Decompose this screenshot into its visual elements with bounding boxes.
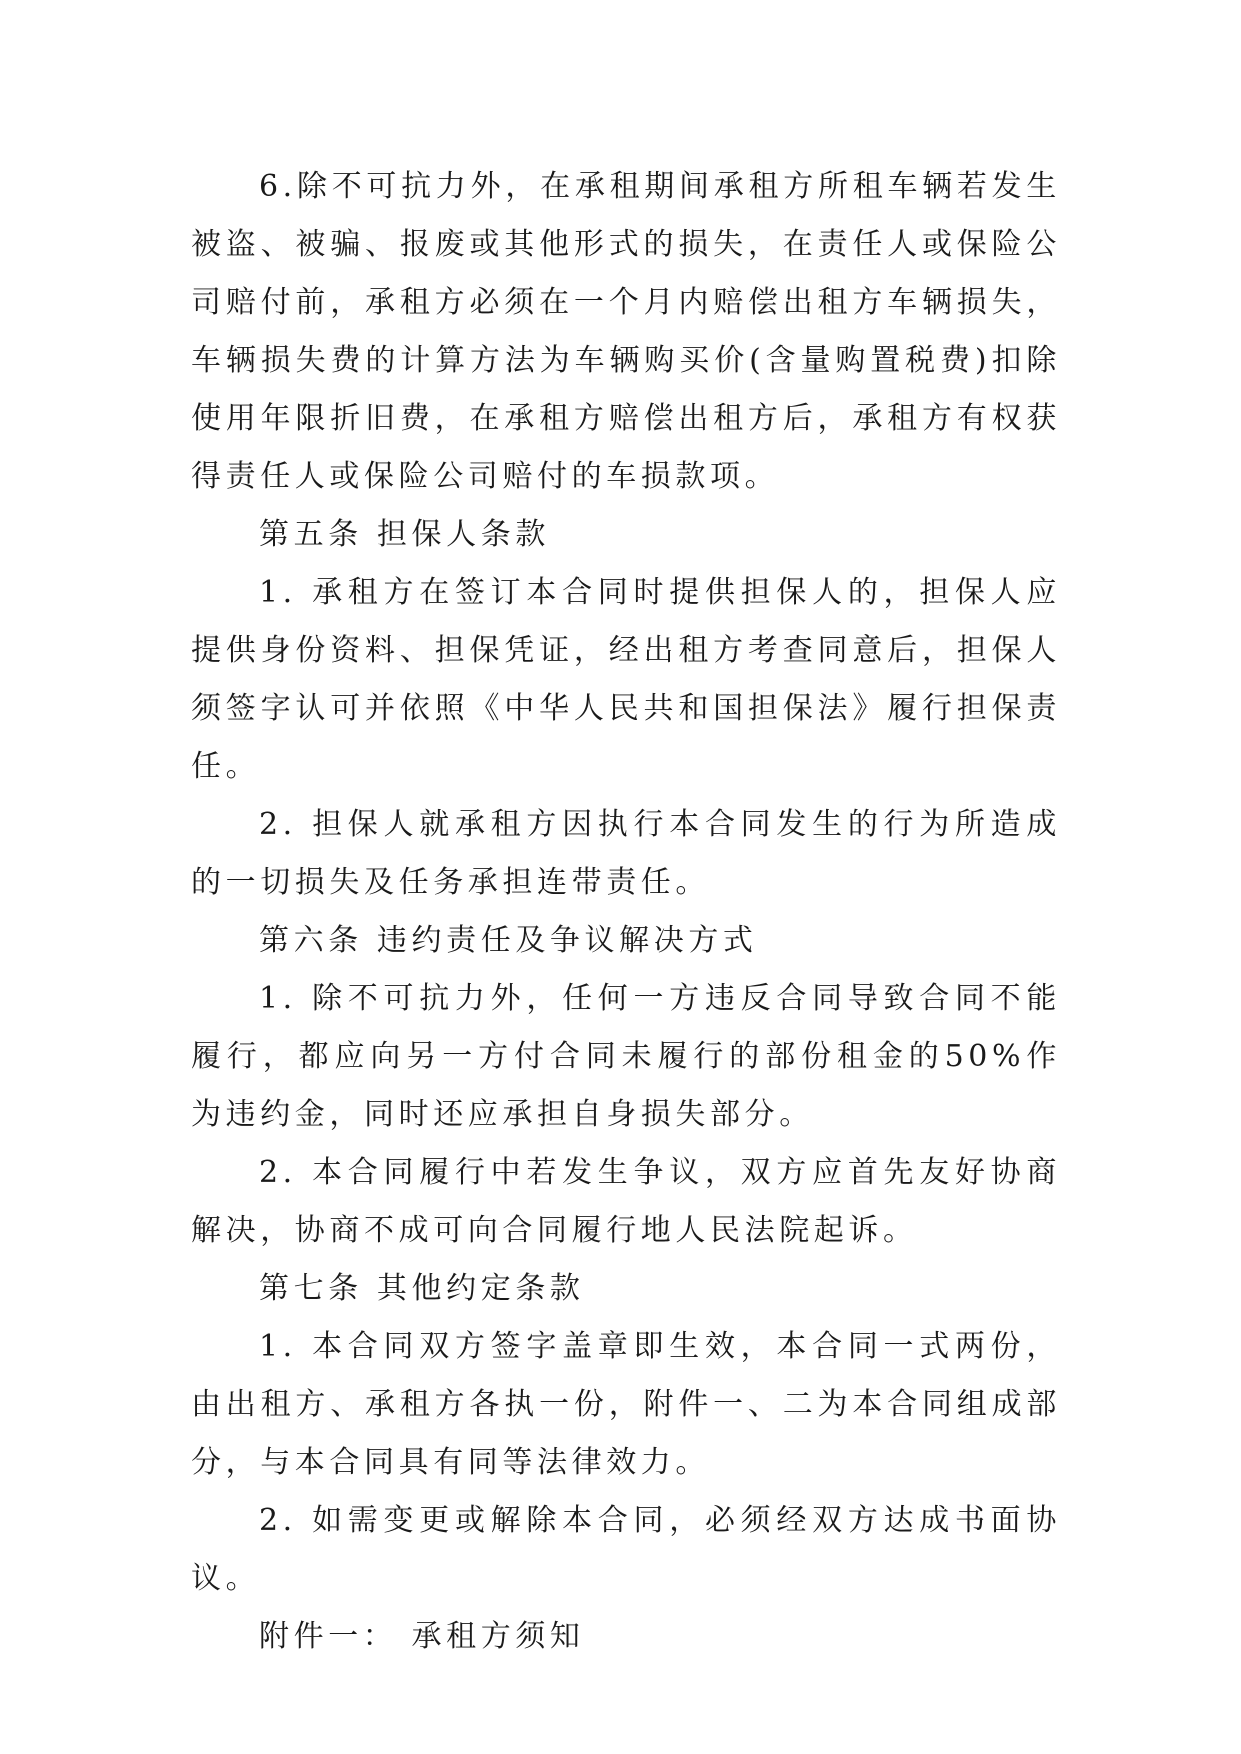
article-6-item-2: 2. 本合同履行中若发生争议，双方应首先友好协商解决，协商不成可向合同履行地人民法院起诉。 bbox=[191, 1155, 1061, 1248]
article-6-heading: 第六条 违约责任及争议解决方式 bbox=[259, 923, 758, 958]
document-body bbox=[191, 158, 1061, 1666]
article-7-heading: 第七条 其他约定条款 bbox=[259, 1271, 585, 1306]
article-7-item-1: 1. 本合同双方签字盖章即生效，本合同一式两份，由出租方、承租方各执一份，附件一、二为本合同组成部分，与本合同具有同等法律效力。 bbox=[191, 1329, 1061, 1480]
appendix-1-heading: 附件一： 承租方须知 bbox=[259, 1619, 585, 1654]
clause-4-item-6: 6.除不可抗力外，在承租期间承租方所租车辆若发生被盗、被骗、报废或其他形式的损失，在责任人或保险公司赔付前，承租方必须在一个月内赔偿出租方车辆损失，车辆损失费的计算方法为车辆购买价(含量购置税费)扣除使用年限折旧费，在承租方赔偿出租方后，承租方有权获得责任人或保险公司赔付的车损款项。 bbox=[191, 169, 1061, 494]
article-5-item-1: 1. 承租方在签订本合同时提供担保人的，担保人应提供身份资料、担保凭证，经出租方考查同意后，担保人须签字认可并依照《中华人民共和国担保法》履行担保责任。 bbox=[191, 575, 1061, 784]
article-5-item-2: 2. 担保人就承租方因执行本合同发生的行为所造成的一切损失及任务承担连带责任。 bbox=[191, 807, 1061, 900]
article-7-item-2: 2. 如需变更或解除本合同，必须经双方达成书面协议。 bbox=[191, 1503, 1061, 1596]
article-5-heading: 第五条 担保人条款 bbox=[259, 517, 550, 552]
article-6-item-1: 1. 除不可抗力外，任何一方违反合同导致合同不能履行，都应向另一方付合同未履行的部份租金的50%作为违约金，同时还应承担自身损失部分。 bbox=[191, 981, 1061, 1132]
